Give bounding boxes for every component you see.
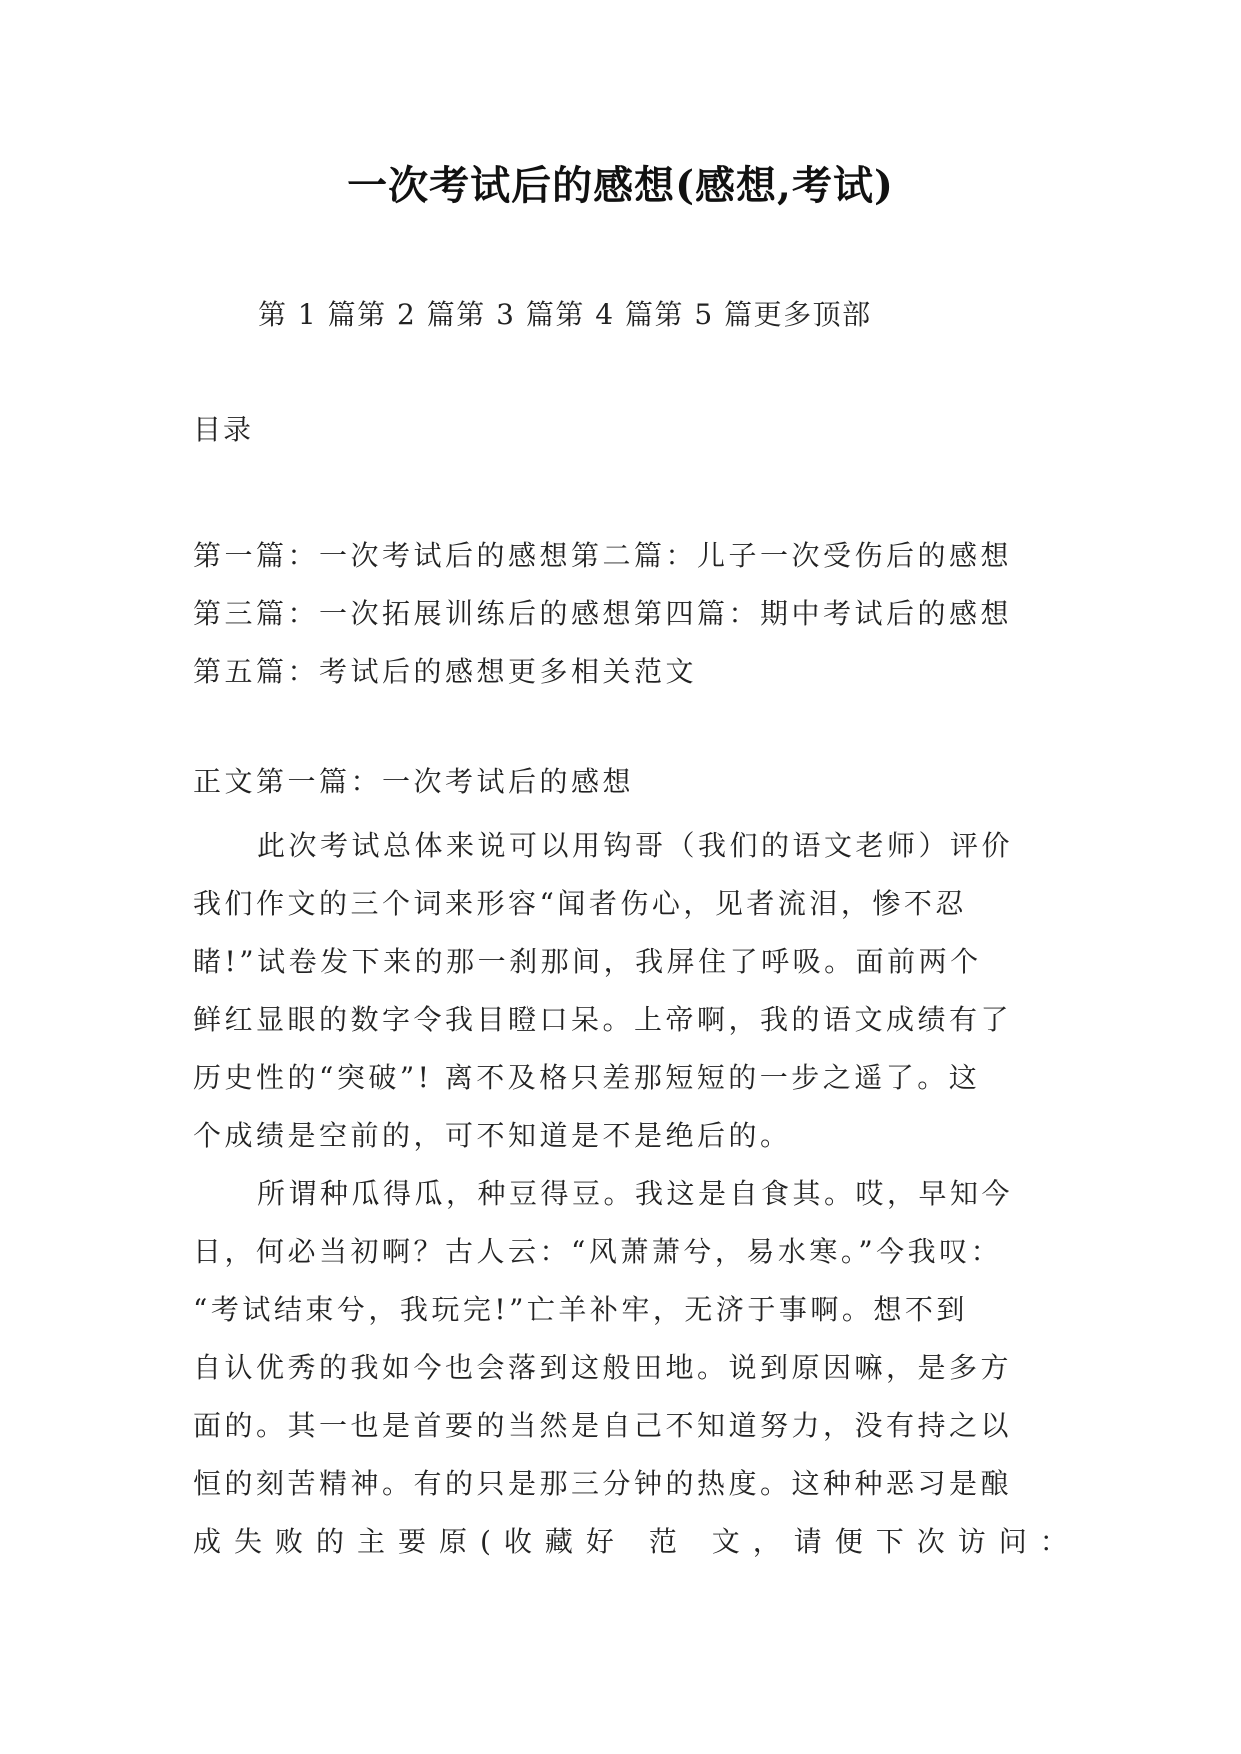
text-line: 自认优秀的我如今也会落到这般田地。说到原因嘛，是多方 [193,1351,1013,1384]
text-line: 所谓种瓜得瓜，种豆得豆。我这是自食其。哎，早知今 [257,1177,1014,1210]
text-line: 成失败的主要原(收藏好 范 文，请便下次访问： [193,1525,1081,1558]
body-heading: 正文第一篇：一次考试后的感想 [193,765,635,798]
text-line: “考试结束兮，我玩完!”亡羊补牢，无济于事啊。想不到 [193,1293,968,1326]
table-of-contents [193,527,1053,701]
text-line: 日，何必当初啊？古人云：“风萧萧兮，易水寒。”今我叹： [193,1235,1003,1268]
text-line: 个成绩是空前的，可不知道是不是绝后的。 [193,1119,792,1152]
text-line: 我们作文的三个词来形容“闻者伤心，见者流泪，惨不忍 [193,887,967,920]
text-line: 鲜红显眼的数字令我目瞪口呆。上帝啊，我的语文成绩有了 [193,1003,1013,1036]
article-nav [258,295,872,335]
nav-link-part-3[interactable]: 第 3 篇 [456,298,556,331]
toc-line[interactable]: 第三篇：一次拓展训练后的感想第四篇：期中考试后的感想 [193,597,1013,630]
article-body [193,817,1081,1571]
text-line: 此次考试总体来说可以用钩哥（我们的语文老师）评价 [257,829,1014,862]
text-line: 睹!”试卷发下来的那一刹那间，我屏住了呼吸。面前两个 [193,945,982,978]
nav-link-top[interactable]: 顶部 [812,298,872,331]
document-title: 一次考试后的感想(感想,考试) [347,162,894,209]
toc-line[interactable]: 第五篇：考试后的感想更多相关范文 [193,655,698,688]
toc-heading: 目录 [193,413,254,446]
nav-link-part-2[interactable]: 第 2 篇 [357,298,457,331]
text-line: 面的。其一也是首要的当然是自己不知道努力，没有持之以 [193,1409,1013,1442]
text-line: 历史性的“突破”! 离不及格只差那短短的一步之遥了。这 [193,1061,981,1094]
toc-line[interactable]: 第一篇：一次考试后的感想第二篇：儿子一次受伤后的感想 [193,539,1013,572]
text-line: 恒的刻苦精神。有的只是那三分钟的热度。这种种恶习是酿 [193,1467,1013,1500]
nav-link-more[interactable]: 更多 [753,298,813,331]
nav-link-part-4[interactable]: 第 4 篇 [555,298,655,331]
nav-link-part-5[interactable]: 第 5 篇 [654,298,754,331]
nav-link-part-1[interactable]: 第 1 篇 [258,298,358,331]
